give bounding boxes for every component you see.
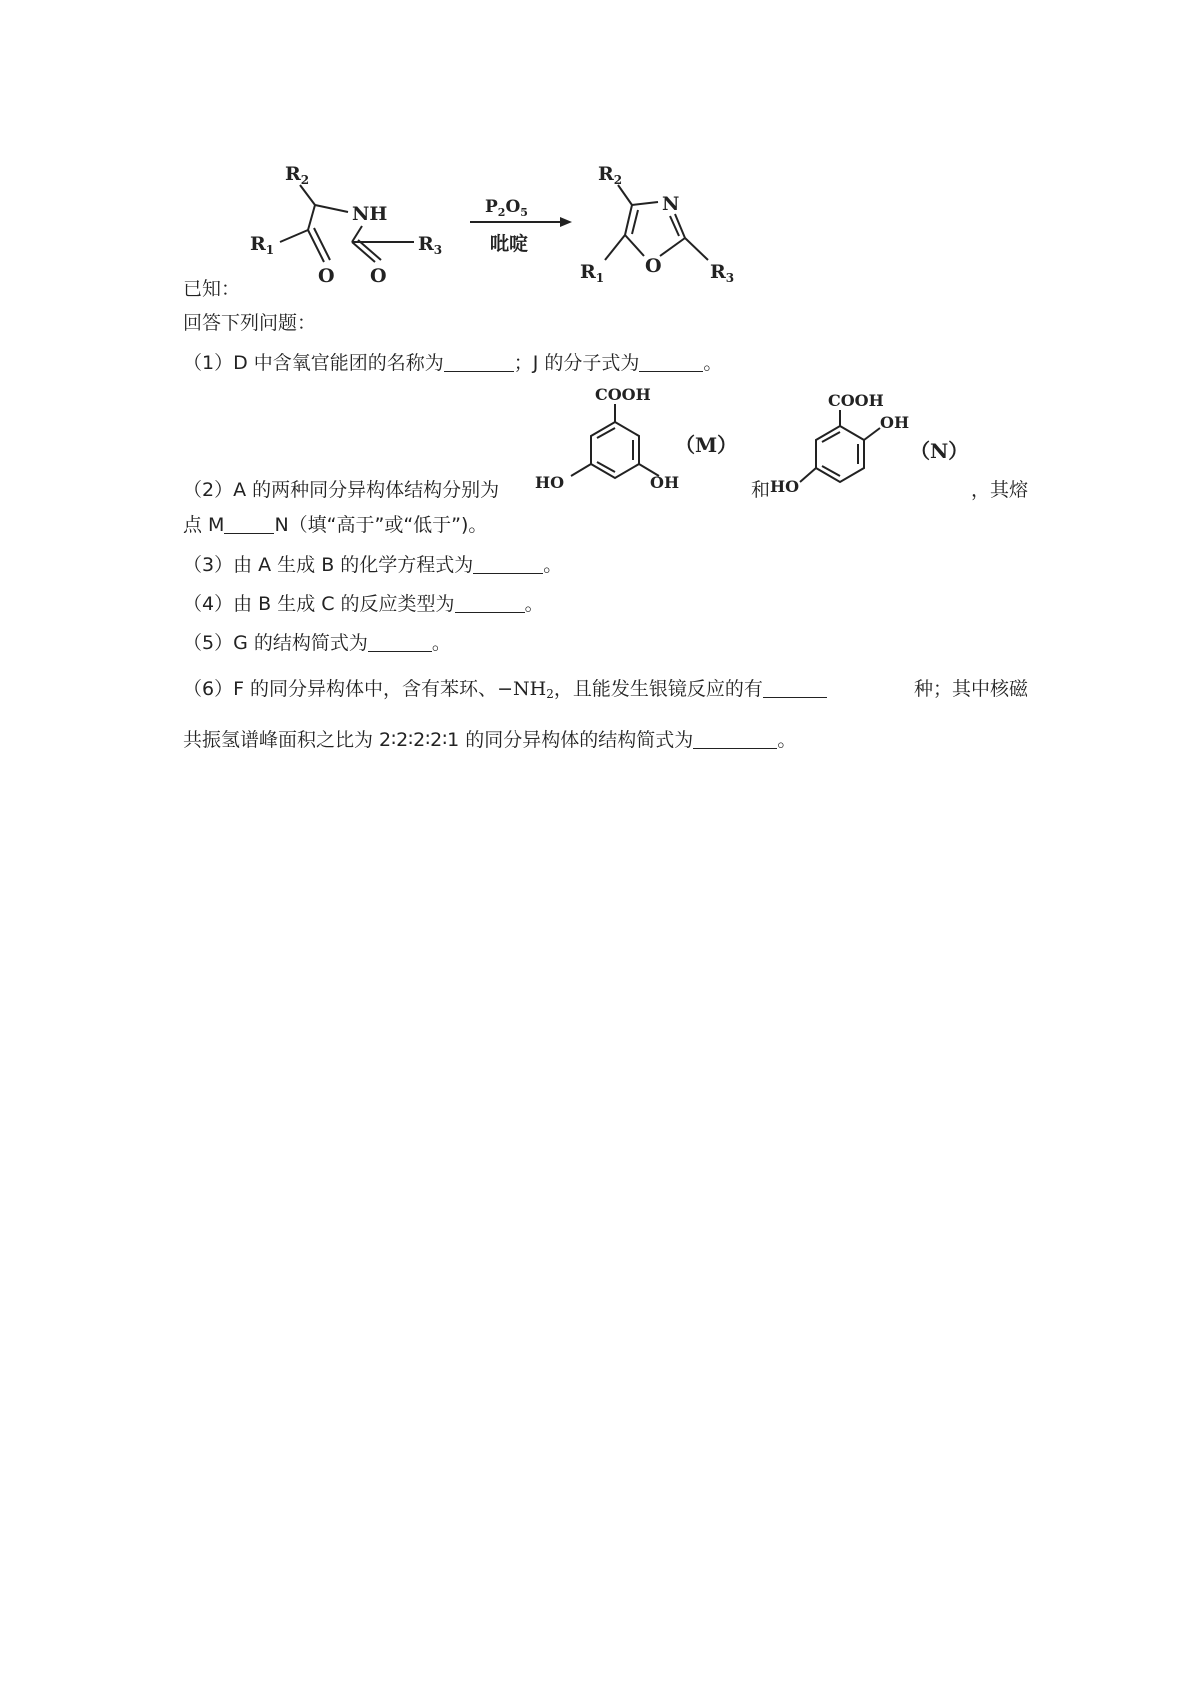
- q4-blank[interactable]: [455, 592, 525, 613]
- n-cooh-label: COOH: [828, 391, 884, 410]
- q2-text-4: N（填“高于”或“低于”)。: [274, 514, 488, 536]
- q4-text-2: 。: [524, 593, 544, 615]
- q5-blank[interactable]: [368, 631, 432, 652]
- r1-left-label: $R_1$: [250, 233, 275, 257]
- m-label: （M）: [675, 433, 738, 457]
- r3-left-label: $R_3$: [418, 233, 443, 257]
- arrow-head: [560, 217, 572, 227]
- q1-blank-1[interactable]: [444, 351, 514, 372]
- prompt-text: 回答下列问题：: [183, 312, 317, 334]
- r1-right-label: $R_1$: [580, 261, 605, 285]
- q2-text-2: ，其熔: [970, 479, 1028, 501]
- m-cooh-label: COOH: [595, 385, 651, 404]
- known-label: 已知：: [183, 278, 241, 300]
- n-label: （N）: [910, 439, 969, 463]
- nh-label: NH: [352, 203, 388, 225]
- question-2-line-1: [183, 477, 1028, 503]
- oxazole-bonds: [605, 185, 708, 260]
- q6-text-3: 种；其中核磁: [913, 678, 1028, 700]
- m-ho-label: HO: [535, 473, 565, 492]
- n-label: N: [662, 193, 680, 215]
- q1-text-1: （1）D 中含氧官能团的名称为: [183, 352, 444, 374]
- n-ring: [800, 410, 880, 482]
- r2-right-label: $R_2$: [598, 163, 623, 187]
- q6-text-4: 共振氢谱峰面积之比为 2∶2∶2∶2∶1 的同分异构体的结构简式为: [183, 729, 694, 751]
- q6-text-5: 。: [777, 729, 797, 751]
- o-ring-label: O: [645, 255, 662, 277]
- reagent-top: $P_2O_5$: [485, 197, 528, 219]
- o2-label: O: [370, 265, 387, 287]
- question-6-line-1: [183, 676, 1028, 707]
- question-1: [183, 350, 722, 376]
- m-ring: [571, 404, 659, 478]
- reagent-bottom: 吡啶: [490, 233, 529, 255]
- q6-blank-2[interactable]: [693, 728, 777, 749]
- question-3: [183, 552, 562, 578]
- nh2-group: $-NH_2$: [497, 678, 554, 701]
- q2-and: 和: [751, 479, 771, 501]
- question-2-line-2: [183, 512, 487, 538]
- q3-text-1: （3）由 A 生成 B 的化学方程式为: [183, 554, 474, 576]
- question-6-line-2: [183, 727, 796, 753]
- o1-label: O: [318, 265, 335, 287]
- n-ho-label: HO: [770, 477, 800, 496]
- left-bonds: [280, 185, 414, 262]
- q6-text-2: ，且能发生银镜反应的有: [553, 678, 763, 700]
- reaction-scheme: [240, 150, 760, 290]
- q2-blank[interactable]: [224, 513, 274, 534]
- q3-blank[interactable]: [473, 553, 543, 574]
- r2-left-label: $R_2$: [285, 163, 310, 187]
- q1-text-2: ；J 的分子式为: [513, 352, 640, 374]
- q4-text-1: （4）由 B 生成 C 的反应类型为: [183, 593, 455, 615]
- m-oh-label: OH: [650, 473, 680, 492]
- question-4: [183, 591, 544, 617]
- r3-right-label: $R_3$: [710, 261, 735, 285]
- q1-blank-2[interactable]: [639, 351, 703, 372]
- q3-text-2: 。: [543, 554, 563, 576]
- n-oh-label: OH: [880, 413, 910, 432]
- q2-text-3: 点 M: [183, 514, 225, 536]
- q6-blank-1[interactable]: [763, 677, 827, 698]
- q5-text-1: （5）G 的结构简式为: [183, 632, 368, 654]
- q1-text-3: 。: [703, 352, 723, 374]
- q6-text-1: （6）F 的同分异构体中，含有苯环、: [183, 678, 498, 700]
- question-5: [183, 630, 451, 656]
- q5-text-2: 。: [431, 632, 451, 654]
- q2-text-1: （2）A 的两种同分异构体结构分别为: [183, 479, 500, 501]
